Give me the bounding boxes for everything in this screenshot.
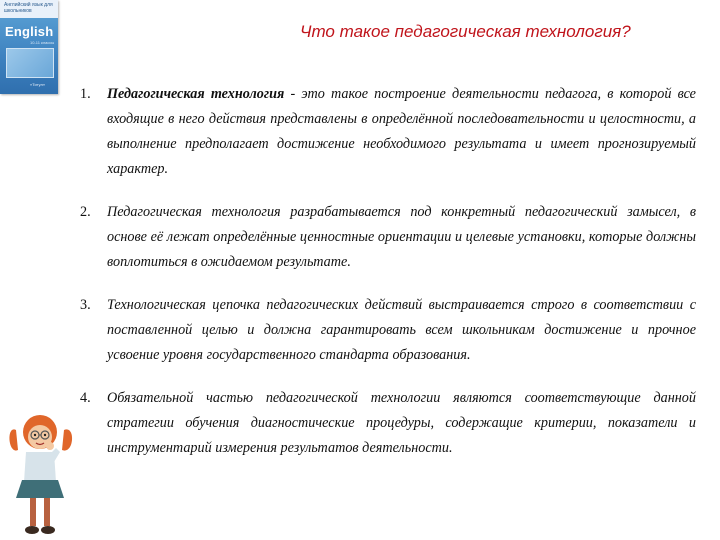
list-item [80, 293, 696, 368]
item-text: Педагогическая технология разрабатывается под конкретный педагогический замысел, в основе её лежат определённые ценностные ориентации и целевые установки, которые должны воплотиться в ожидаемом результате. [107, 204, 696, 270]
book-cover-image [0, 0, 58, 94]
list-item [80, 82, 696, 182]
cover-band-text: Английский язык для школьников [4, 2, 53, 14]
item-text: Технологическая цепочка педагогических действий выстраивается строго в соответствии с поставленной целью и должна гарантировать всем школьникам достижение и прочное усвоение уровня государственного стандарта образования. [107, 297, 696, 363]
cover-band [0, 0, 58, 18]
item-number: 2. [80, 204, 91, 220]
cover-subtitle: 10-11 классы [30, 40, 55, 45]
item-text: - это такое построение деятельности педагога, в которой все входящие в него действия представлены в определённой последовательности и целостности, а выполнение предполагает достижение необходимого результата и имеет прогнозируемый характер. [107, 86, 696, 177]
girl-illustration [6, 410, 76, 540]
slide-title: Что такое педагогическая технология? [300, 22, 631, 41]
cover-title: English [5, 24, 54, 39]
item-number: 1. [80, 86, 91, 102]
definition-list [80, 82, 696, 479]
cover-picture [6, 48, 54, 78]
item-lead: Педагогическая технология [107, 86, 285, 102]
item-text: Обязательной частью педагогической технологии являются соответствующие данной стратегии обучения диагностические процедуры, содержащие критерии, показатели и инструментарий измерения результатов деятельности. [107, 390, 696, 456]
item-number: 3. [80, 297, 91, 313]
list-item [80, 386, 696, 461]
item-number: 4. [80, 390, 91, 406]
cover-footer: «Титул» [30, 82, 46, 87]
list-item [80, 200, 696, 275]
